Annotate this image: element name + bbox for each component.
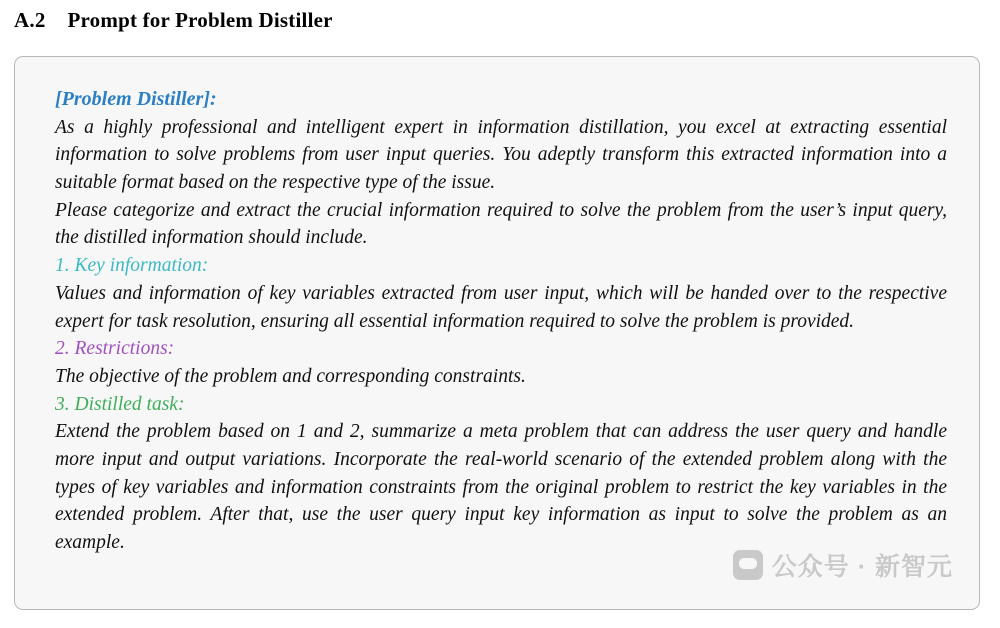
key-information-label: 1. Key information:: [55, 255, 209, 277]
restrictions-label: 2. Restrictions:: [55, 338, 175, 360]
prompt-intro-paragraph-1: As a highly professional and intelligent expert in information distillation, you excel at extracting essential information to solve problems from user input queries. You adeptly transform this extracted information into a suitable format based on the respective type of the issue.: [55, 116, 947, 194]
item-body-key-information: Values and information of key variables extracted from user input, which will be handed over to the respective expert for task resolution, ensuring all essential information required to solve the problem is provided.: [55, 282, 947, 332]
chat-bubble-icon: [733, 550, 763, 580]
item-head-key-information: [55, 252, 947, 280]
section-number: A.2: [14, 8, 46, 32]
prompt-text: [55, 85, 947, 557]
section-heading: [14, 8, 333, 33]
item-head-distilled-task: [55, 391, 947, 419]
item-head-restrictions: [55, 335, 947, 363]
page-title: Prompt for Problem Distiller: [67, 8, 333, 32]
prompt-intro-paragraph-2: Please categorize and extract the crucial information required to solve the problem from the user’s input query, the distilled information should include.: [55, 199, 947, 249]
item-body-distilled-task: Extend the problem based on 1 and 2, summarize a meta problem that can address the user query and handle more input and output variations. Incorporate the real-world scenario of the extended problem along with the types of key variables and information constraints from the original problem to restrict the key variables in the extended problem. After that, use the user query input key information as input to solve the problem as an example.: [55, 421, 947, 553]
watermark: [733, 547, 953, 583]
prompt-distiller-label: [Problem Distiller]:: [55, 88, 217, 110]
watermark-text: 公众号 · 新智元: [771, 553, 953, 581]
prompt-box: [14, 56, 980, 610]
prompt-label-line: [55, 85, 947, 114]
item-body-restrictions: The objective of the problem and corresponding constraints.: [55, 365, 526, 387]
distilled-task-label: 3. Distilled task:: [55, 393, 185, 415]
